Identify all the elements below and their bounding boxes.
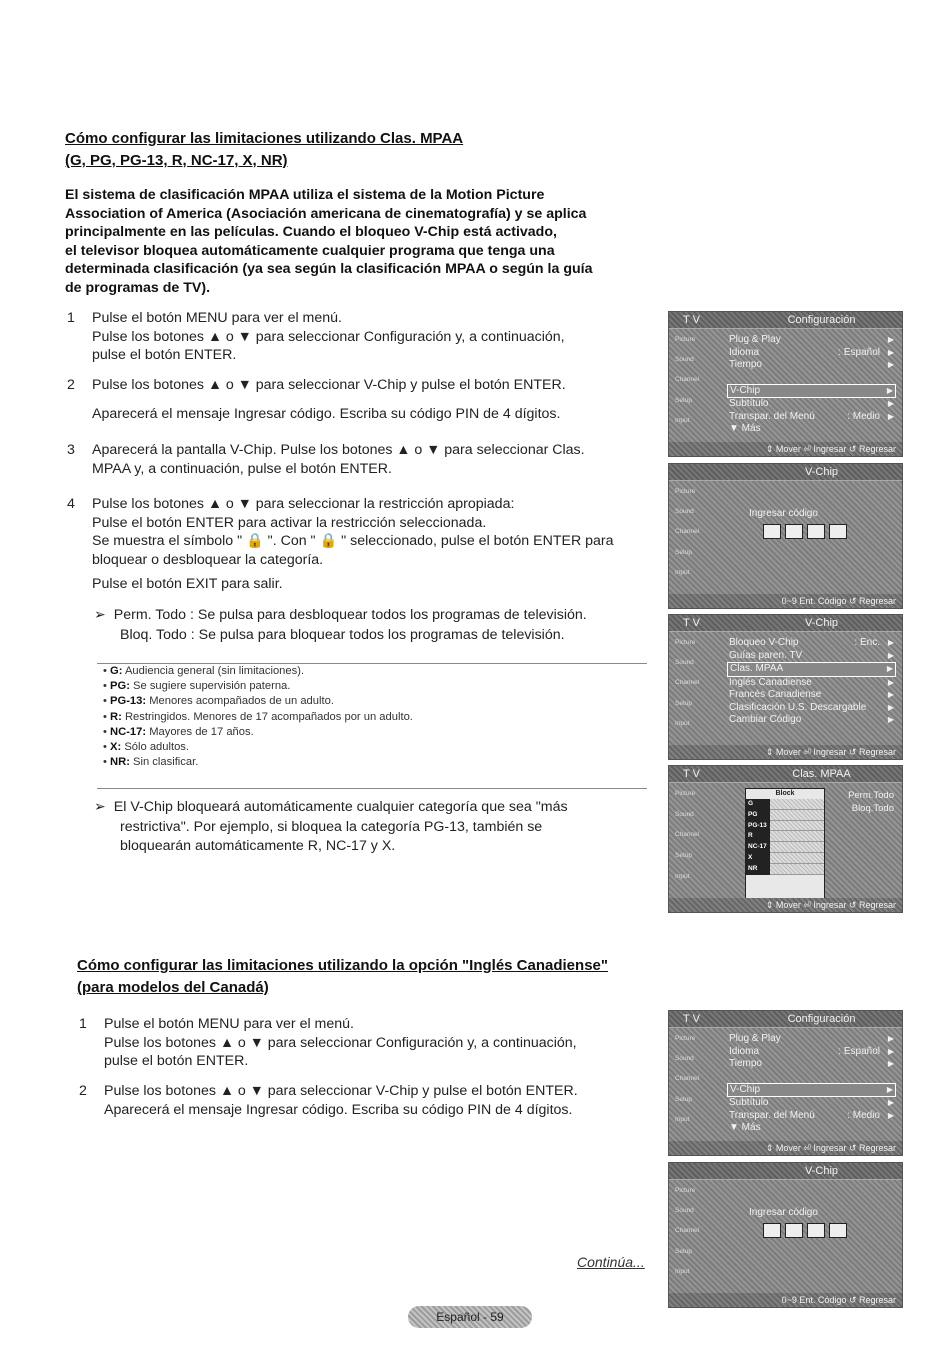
page-footer: Español - 59: [408, 1306, 532, 1328]
section1-heading-line2: (G, PG, PG-13, R, NC-17, X, NR): [65, 152, 288, 169]
step-line: Pulse el botón MENU para ver el menú.: [92, 310, 342, 326]
side-label: Sound: [675, 810, 694, 818]
step-line: Pulse el botón ENTER para activar la restricción seleccionada.: [92, 514, 487, 531]
tv-label: T V: [683, 1013, 700, 1025]
menu-item: Plug & Play ▶: [729, 334, 894, 345]
mpaa-row: PG-13: [746, 821, 824, 832]
step-line: pulse el botón ENTER.: [104, 1053, 249, 1070]
tv-screen-vchip-pin: [668, 463, 903, 609]
side-label: Channel: [675, 376, 700, 384]
step-line: Pulse el botón MENU para ver el menú.: [104, 1016, 354, 1032]
menu-item: Idioma : Español ▶: [729, 346, 894, 358]
screen-footer: ⇕ Mover ⏎ Ingresar ↺ Regresar: [669, 898, 902, 912]
menu-item: ▼ Más: [729, 423, 761, 434]
pin-label: Ingresar código: [749, 1207, 818, 1218]
screen-title: V-Chip: [804, 1165, 839, 1177]
arrow-icon: ➢: [94, 607, 106, 623]
step-number: 3: [67, 442, 75, 458]
section1-step-2: [67, 376, 647, 426]
side-label: Input: [675, 1267, 690, 1275]
side-label: Input: [675, 719, 690, 727]
section2-step-1: [79, 1015, 659, 1075]
menu-item: Subtítulo ▶: [729, 1097, 894, 1108]
tv-side-menu: [669, 329, 721, 442]
side-label: Setup: [675, 1095, 692, 1103]
screen-title: Configuración: [787, 314, 856, 326]
screen-footer: 0~9 Ent. Código ↺ Regresar: [669, 594, 902, 608]
intro-line: principalmente en las películas. Cuando el bloqueo V-Chip está activado,: [65, 224, 557, 240]
vchip-note-line: El V-Chip bloqueará automáticamente cualquier categoría que sea "más: [113, 799, 568, 815]
step-line: Pulse los botones ▲ o ▼ para seleccionar la restricción apropiada:: [92, 496, 515, 512]
side-label: Input: [675, 872, 690, 880]
section1-intro: [65, 186, 655, 297]
ratings-list: [97, 663, 647, 789]
step-number: 2: [79, 1083, 87, 1099]
step-extra: Pulse el botón EXIT para salir.: [92, 576, 283, 593]
section2-step-2: [79, 1082, 659, 1122]
rating-item: • X: Sólo adultos.: [103, 741, 190, 754]
tv-side-menu: [669, 783, 721, 898]
vchip-note-line: bloquearán automáticamente R, NC-17 y X.: [120, 838, 396, 854]
pin-digit-box: [807, 1223, 825, 1238]
menu-item-selected: Clas. MPAA ▶: [727, 662, 896, 677]
step-number: 4: [67, 496, 75, 512]
side-label: Channel: [675, 831, 700, 839]
menu-item: Cambiar Código ▶: [729, 714, 894, 725]
rating-item: • G: Audiencia general (sin limitaciones).: [103, 665, 305, 677]
side-label: Input: [675, 1115, 690, 1123]
side-label: Picture: [675, 1034, 696, 1042]
menu-item: Transpar. del Menú : Medio ▶: [729, 1109, 894, 1121]
menu-item: Tiempo ▶: [729, 1058, 894, 1069]
pin-boxes: [763, 1223, 847, 1238]
step-line: Pulse los botones ▲ o ▼ para seleccionar Configuración y, a continuación,: [104, 1034, 577, 1051]
section1-heading-line1: Cómo configurar las limitaciones utilizando Clas. MPAA: [65, 130, 464, 147]
step-line: Pulse los botones ▲ o ▼ para seleccionar V-Chip y pulse el botón ENTER.: [104, 1083, 578, 1099]
side-label: Sound: [675, 658, 694, 666]
side-label: Sound: [675, 355, 694, 363]
step-number: 1: [79, 1016, 87, 1032]
step-number: 2: [67, 377, 75, 393]
tv-label: T V: [683, 768, 700, 780]
rating-item: • R: Restringidos. Menores de 17 acompañados por un adulto.: [103, 710, 413, 723]
screen-title: Configuración: [787, 1013, 856, 1025]
rating-item: • NC-17: Mayores de 17 años.: [103, 725, 254, 738]
bloq-todo-button: Bloq.Todo: [851, 803, 894, 814]
screen-footer: 0~9 Ent. Código ↺ Regresar: [669, 1293, 902, 1307]
bloq-todo-note: Bloq. Todo : Se pulsa para bloquear todos los programas de televisión.: [120, 626, 565, 643]
rating-item: • PG: Se sugiere supervisión paterna.: [103, 680, 291, 693]
tv-label: T V: [683, 314, 700, 326]
tv-label: T V: [683, 617, 700, 629]
mpaa-row: G: [746, 799, 824, 810]
screen-footer: ⇕ Mover ⏎ Ingresar ↺ Regresar: [669, 442, 902, 456]
pin-label: Ingresar código: [749, 508, 818, 519]
side-label: Setup: [675, 548, 692, 556]
side-label: Channel: [675, 1075, 700, 1083]
step-line: bloquear o desbloquear la categoría.: [92, 551, 324, 568]
menu-item: ▼ Más: [729, 1122, 761, 1133]
menu-item: Idioma : Español ▶: [729, 1045, 894, 1057]
tv-screen-config-2: [668, 1010, 903, 1156]
screen-title: Clas. MPAA: [792, 768, 851, 780]
side-label: Setup: [675, 699, 692, 707]
tv-menu: [727, 334, 896, 436]
tv-screen-mpaa: [668, 765, 903, 913]
continua-label: Continúa...: [577, 1254, 645, 1270]
tv-side-menu: [669, 632, 721, 745]
menu-item: Plug & Play ▶: [729, 1033, 894, 1044]
step-line: Pulse los botones ▲ o ▼ para seleccionar V-Chip y pulse el botón ENTER.: [92, 377, 566, 393]
tv-screen-config: [668, 311, 903, 457]
side-label: Picture: [675, 487, 696, 495]
menu-item: Transpar. del Menú : Medio ▶: [729, 410, 894, 422]
step-line: MPAA y, a continuación, pulse el botón ENTER.: [92, 460, 392, 477]
side-label: Input: [675, 568, 690, 576]
section1-step-4: [67, 495, 647, 605]
tv-side-menu: [669, 481, 721, 594]
side-label: Setup: [675, 851, 692, 859]
step-line: pulse el botón ENTER.: [92, 347, 237, 364]
step-line: Se muestra el símbolo " 🔒 ". Con " 🔒 " seleccionado, pulse el botón ENTER para: [92, 533, 614, 550]
side-label: Channel: [675, 528, 700, 536]
intro-line: El sistema de clasificación MPAA utiliza el sistema de la Motion Picture: [65, 187, 545, 203]
pin-digit-box: [763, 524, 781, 539]
side-label: Input: [675, 416, 690, 424]
tv-side-menu: [669, 1180, 721, 1293]
intro-line: determinada clasificación (ya sea según la clasificación MPAA o según la guía: [65, 261, 593, 277]
tv-menu: [727, 1033, 896, 1135]
pin-digit-box: [829, 1223, 847, 1238]
step-extra: Aparecerá el mensaje Ingresar código. Escriba su código PIN de 4 dígitos.: [92, 405, 561, 422]
side-label: Sound: [675, 1054, 694, 1062]
tv-screen-vchip-pin-2: [668, 1162, 903, 1308]
screen-footer: ⇕ Mover ⏎ Ingresar ↺ Regresar: [669, 745, 902, 759]
side-label: Channel: [675, 679, 700, 687]
step-line: Aparecerá el mensaje Ingresar código. Escriba su código PIN de 4 dígitos.: [104, 1101, 573, 1118]
side-label: Setup: [675, 1247, 692, 1255]
mpaa-row: R: [746, 831, 824, 842]
side-label: Sound: [675, 1206, 694, 1214]
perm-bloq-notes: [94, 606, 654, 645]
tv-menu: [727, 637, 896, 727]
menu-item-selected: V-Chip ▶: [727, 1083, 896, 1098]
step-line: Pulse los botones ▲ o ▼ para seleccionar Configuración y, a continuación,: [92, 328, 565, 345]
tv-screen-vchip-menu: [668, 614, 903, 760]
mpaa-row: X: [746, 853, 824, 864]
section2-heading: [77, 955, 608, 999]
screen-title: V-Chip: [804, 617, 839, 629]
menu-item: Clasificación U.S. Descargable ▶: [729, 701, 894, 713]
screen-title: V-Chip: [804, 466, 839, 478]
menu-item: Subtítulo ▶: [729, 398, 894, 409]
pin-digit-box: [785, 524, 803, 539]
vchip-note-line: restrictiva". Por ejemplo, si bloquea la categoría PG-13, también se: [120, 818, 543, 835]
menu-item: Guías paren. TV ▶: [729, 649, 894, 661]
tv-side-menu: [669, 1028, 721, 1141]
intro-line: de programas de TV).: [65, 279, 211, 296]
side-label: Channel: [675, 1227, 700, 1235]
mpaa-row: NR: [746, 864, 824, 875]
section2-heading-line2: (para modelos del Canadá): [77, 979, 269, 996]
pin-digit-box: [807, 524, 825, 539]
side-label: Setup: [675, 396, 692, 404]
menu-item: Bloqueo V-Chip : Enc. ▶: [729, 637, 894, 648]
pin-digit-box: [785, 1223, 803, 1238]
step-line: Aparecerá la pantalla V-Chip. Pulse los botones ▲ o ▼ para seleccionar Clas.: [92, 442, 585, 458]
perm-todo-button: Perm.Todo: [848, 790, 894, 801]
vchip-note: [94, 798, 654, 857]
side-label: Picture: [675, 789, 696, 797]
rating-item: • NR: Sin clasificar.: [103, 756, 199, 769]
step-number: 1: [67, 310, 75, 326]
perm-todo-note: Perm. Todo : Se pulsa para desbloquear todos los programas de televisión.: [113, 607, 587, 623]
menu-item: Tiempo ▶: [729, 359, 894, 370]
side-label: Picture: [675, 1186, 696, 1194]
side-label: Picture: [675, 335, 696, 343]
mpaa-block-grid: [745, 788, 825, 910]
section2-heading-line1: Cómo configurar las limitaciones utilizando la opción "Inglés Canadiense": [77, 957, 608, 974]
rating-item: • PG-13: Menores acompañados de un adulto.: [103, 695, 334, 708]
side-label: Sound: [675, 507, 694, 515]
intro-line: el televisor bloquea automáticamente cualquier programa que tenga una: [65, 242, 555, 259]
side-label: Picture: [675, 638, 696, 646]
mpaa-row: NC-17: [746, 842, 824, 853]
intro-line: Association of America (Asociación americana de cinematografía) y se aplica: [65, 205, 587, 222]
mpaa-row: PG: [746, 810, 824, 821]
section1-step-1: [67, 309, 647, 369]
menu-item: Inglés Canadiense ▶: [729, 676, 894, 688]
menu-item-selected: V-Chip ▶: [727, 384, 896, 399]
block-header: Block: [775, 790, 795, 797]
section1-heading: [65, 128, 463, 172]
section1-step-3: [67, 441, 647, 481]
arrow-icon: ➢: [94, 799, 106, 815]
pin-digit-box: [829, 524, 847, 539]
pin-digit-box: [763, 1223, 781, 1238]
screen-footer: ⇕ Mover ⏎ Ingresar ↺ Regresar: [669, 1141, 902, 1155]
pin-boxes: [763, 524, 847, 539]
menu-item: Francés Canadiense ▶: [729, 689, 894, 700]
